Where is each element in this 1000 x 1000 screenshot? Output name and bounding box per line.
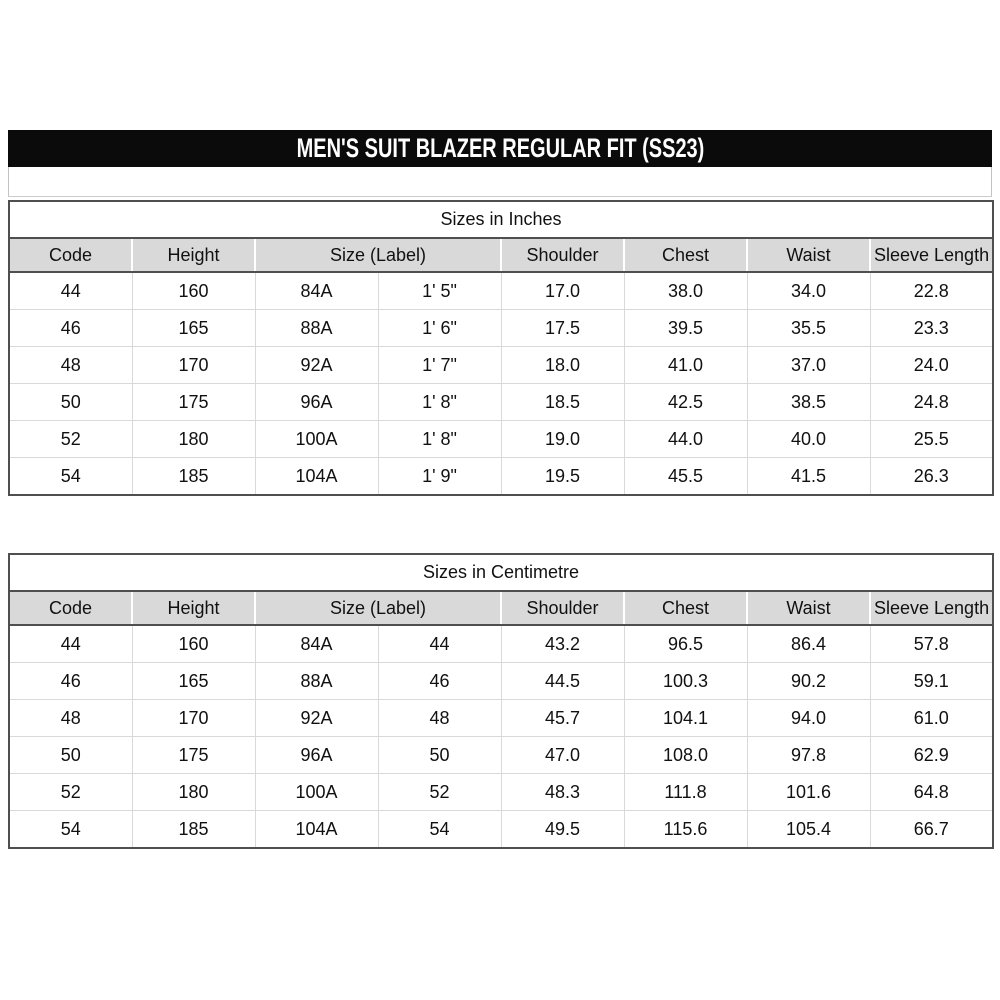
table-cell: 39.5 bbox=[624, 310, 747, 347]
table-cell: 41.5 bbox=[747, 458, 870, 496]
table-cell: 34.0 bbox=[747, 272, 870, 310]
table-cell: 43.2 bbox=[501, 625, 624, 663]
table-cell: 25.5 bbox=[870, 421, 993, 458]
table-cell: 84A bbox=[255, 272, 378, 310]
table-cell: 175 bbox=[132, 737, 255, 774]
col-header-height: Height bbox=[132, 238, 255, 272]
table-cell: 40.0 bbox=[747, 421, 870, 458]
table-cell: 42.5 bbox=[624, 384, 747, 421]
col-header-sleeve-length: Sleeve Length bbox=[870, 238, 993, 272]
col-header-shoulder: Shoulder bbox=[501, 238, 624, 272]
table-header-row bbox=[9, 238, 993, 272]
table-cell: 50 bbox=[9, 384, 132, 421]
table-cell: 175 bbox=[132, 384, 255, 421]
table-cell: 97.8 bbox=[747, 737, 870, 774]
table-row bbox=[9, 272, 993, 310]
table-cell: 54 bbox=[9, 458, 132, 496]
table-cell: 100.3 bbox=[624, 663, 747, 700]
table-header-row bbox=[9, 591, 993, 625]
table-cell: 44.0 bbox=[624, 421, 747, 458]
table-row bbox=[9, 700, 993, 737]
table-cell: 64.8 bbox=[870, 774, 993, 811]
table-cell: 52 bbox=[9, 774, 132, 811]
table-cell: 57.8 bbox=[870, 625, 993, 663]
table-cell: 49.5 bbox=[501, 811, 624, 849]
table-cell: 35.5 bbox=[747, 310, 870, 347]
table-row bbox=[9, 384, 993, 421]
table-cell: 1' 5" bbox=[378, 272, 501, 310]
page-title: MEN'S SUIT BLAZER REGULAR FIT (SS23) bbox=[296, 133, 704, 163]
col-header-code: Code bbox=[9, 238, 132, 272]
table-cell: 44 bbox=[378, 625, 501, 663]
table-cell: 180 bbox=[132, 774, 255, 811]
title-bar bbox=[8, 130, 992, 167]
table-cell: 170 bbox=[132, 700, 255, 737]
table-cell: 1' 6" bbox=[378, 310, 501, 347]
table-cell: 22.8 bbox=[870, 272, 993, 310]
table-cell: 45.5 bbox=[624, 458, 747, 496]
table-cell: 84A bbox=[255, 625, 378, 663]
table-cell: 180 bbox=[132, 421, 255, 458]
table-cell: 24.0 bbox=[870, 347, 993, 384]
table-cell: 24.8 bbox=[870, 384, 993, 421]
table-row bbox=[9, 625, 993, 663]
col-header-waist: Waist bbox=[747, 591, 870, 625]
table-row bbox=[9, 458, 993, 496]
table-cell: 88A bbox=[255, 310, 378, 347]
table-cell: 48 bbox=[9, 347, 132, 384]
table-cell: 160 bbox=[132, 625, 255, 663]
table-cell: 62.9 bbox=[870, 737, 993, 774]
table-cell: 19.5 bbox=[501, 458, 624, 496]
col-header-height: Height bbox=[132, 591, 255, 625]
table-cell: 52 bbox=[378, 774, 501, 811]
table-cell: 38.5 bbox=[747, 384, 870, 421]
table-cell: 17.0 bbox=[501, 272, 624, 310]
table-cell: 94.0 bbox=[747, 700, 870, 737]
table-cell: 45.7 bbox=[501, 700, 624, 737]
table-body bbox=[9, 625, 993, 848]
table-cell: 115.6 bbox=[624, 811, 747, 849]
table-cell: 104A bbox=[255, 458, 378, 496]
col-header-waist: Waist bbox=[747, 238, 870, 272]
col-header-code: Code bbox=[9, 591, 132, 625]
table-caption-row bbox=[9, 554, 993, 591]
table-row bbox=[9, 737, 993, 774]
table-row bbox=[9, 663, 993, 700]
table-cell: 23.3 bbox=[870, 310, 993, 347]
table-cell: 61.0 bbox=[870, 700, 993, 737]
table-caption: Sizes in Centimetre bbox=[9, 554, 993, 591]
table-cell: 104A bbox=[255, 811, 378, 849]
table-row bbox=[9, 774, 993, 811]
table-cell: 88A bbox=[255, 663, 378, 700]
table-cell: 165 bbox=[132, 310, 255, 347]
spacer-row bbox=[8, 167, 992, 197]
table-cell: 48.3 bbox=[501, 774, 624, 811]
table-cell: 105.4 bbox=[747, 811, 870, 849]
col-header-shoulder: Shoulder bbox=[501, 591, 624, 625]
table-cell: 48 bbox=[9, 700, 132, 737]
table-cell: 17.5 bbox=[501, 310, 624, 347]
table-cell: 1' 7" bbox=[378, 347, 501, 384]
table-cell: 111.8 bbox=[624, 774, 747, 811]
table-cell: 1' 9" bbox=[378, 458, 501, 496]
table-cell: 185 bbox=[132, 811, 255, 849]
table-cell: 37.0 bbox=[747, 347, 870, 384]
table-row bbox=[9, 811, 993, 849]
table-cell: 26.3 bbox=[870, 458, 993, 496]
table-cell: 108.0 bbox=[624, 737, 747, 774]
table-cell: 50 bbox=[9, 737, 132, 774]
col-header-chest: Chest bbox=[624, 591, 747, 625]
table-cell: 170 bbox=[132, 347, 255, 384]
table-cell: 92A bbox=[255, 700, 378, 737]
table-cell: 44 bbox=[9, 272, 132, 310]
table-cell: 66.7 bbox=[870, 811, 993, 849]
table-cell: 46 bbox=[9, 310, 132, 347]
table-cell: 44 bbox=[9, 625, 132, 663]
table-cell: 54 bbox=[378, 811, 501, 849]
table-cell: 18.5 bbox=[501, 384, 624, 421]
table-row bbox=[9, 310, 993, 347]
table-cell: 86.4 bbox=[747, 625, 870, 663]
table-cell: 46 bbox=[378, 663, 501, 700]
table-cell: 165 bbox=[132, 663, 255, 700]
table-cell: 50 bbox=[378, 737, 501, 774]
table-cell: 100A bbox=[255, 421, 378, 458]
table-cell: 96.5 bbox=[624, 625, 747, 663]
table-body bbox=[9, 272, 993, 495]
table-cell: 104.1 bbox=[624, 700, 747, 737]
table-cell: 44.5 bbox=[501, 663, 624, 700]
col-header-chest: Chest bbox=[624, 238, 747, 272]
table-cell: 1' 8" bbox=[378, 421, 501, 458]
table-cell: 92A bbox=[255, 347, 378, 384]
table-cell: 48 bbox=[378, 700, 501, 737]
table-caption: Sizes in Inches bbox=[9, 201, 993, 238]
table-cell: 185 bbox=[132, 458, 255, 496]
col-header-size-label: Size (Label) bbox=[255, 238, 501, 272]
table-cell: 18.0 bbox=[501, 347, 624, 384]
table-cell: 52 bbox=[9, 421, 132, 458]
table-cell: 100A bbox=[255, 774, 378, 811]
table-cell: 59.1 bbox=[870, 663, 993, 700]
table-row bbox=[9, 347, 993, 384]
table-cell: 38.0 bbox=[624, 272, 747, 310]
table-cell: 54 bbox=[9, 811, 132, 849]
table-cell: 41.0 bbox=[624, 347, 747, 384]
table-cell: 46 bbox=[9, 663, 132, 700]
table-cell: 47.0 bbox=[501, 737, 624, 774]
table-caption-row bbox=[9, 201, 993, 238]
table-cell: 96A bbox=[255, 737, 378, 774]
table-cell: 160 bbox=[132, 272, 255, 310]
table-cell: 1' 8" bbox=[378, 384, 501, 421]
table-cell: 96A bbox=[255, 384, 378, 421]
sizes-in-inches-table bbox=[8, 200, 994, 496]
table-cell: 19.0 bbox=[501, 421, 624, 458]
table-cell: 90.2 bbox=[747, 663, 870, 700]
col-header-sleeve-length: Sleeve Length bbox=[870, 591, 993, 625]
col-header-size-label: Size (Label) bbox=[255, 591, 501, 625]
table-cell: 101.6 bbox=[747, 774, 870, 811]
sizes-in-centimetre-table bbox=[8, 553, 994, 849]
table-row bbox=[9, 421, 993, 458]
